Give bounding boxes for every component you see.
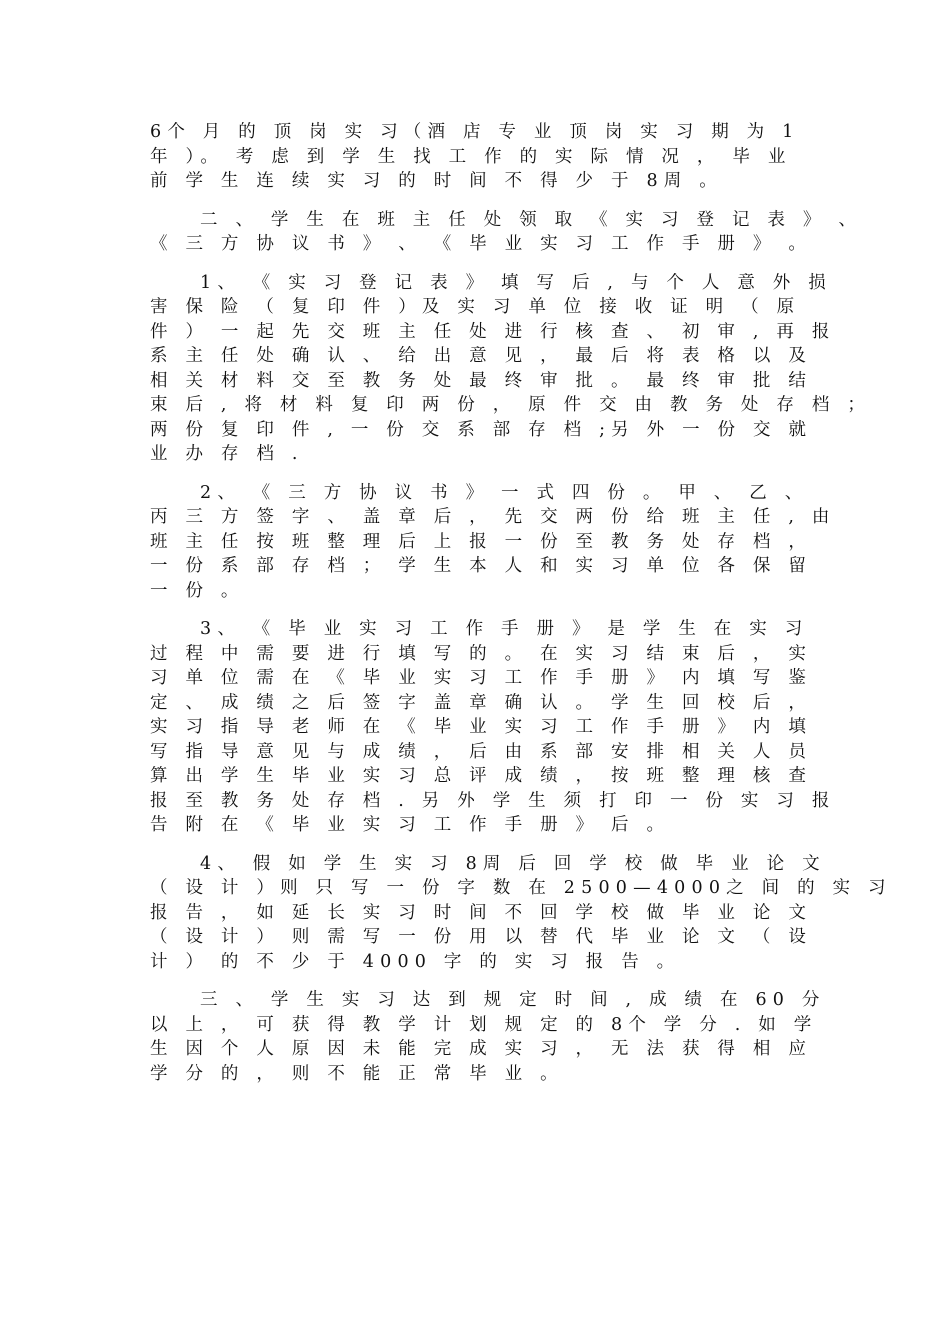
document-page bbox=[150, 120, 892, 1086]
text-line: 定 、 成 绩 之 后 签 字 盖 章 确 认 。 学 生 回 校 后 ， bbox=[150, 692, 813, 713]
text-line: 写 指 导 意 见 与 成 绩 ， 后 由 系 部 安 排 相 关 人 员 bbox=[150, 741, 813, 762]
text-line: 3、 《 毕 业 实 习 工 作 手 册 》 是 学 生 在 实 习 bbox=[200, 619, 809, 639]
paragraph-item-3 bbox=[150, 617, 836, 838]
text-line: 1、 《 实 习 登 记 表 》 填 写 后 , 与 个 人 意 外 损 bbox=[200, 272, 832, 293]
paragraph-item-1 bbox=[150, 271, 872, 467]
paragraph-item-2 bbox=[150, 481, 836, 604]
text-line: 件 ） 一 起 先 交 班 主 任 处 进 行 核 查 、 初 审 , 再 报 bbox=[150, 321, 836, 342]
text-line: 计 ） 的 不 少 于 4000 字 的 实 习 报 告 。 bbox=[150, 951, 681, 972]
text-line: 过 程 中 需 要 进 行 填 写 的 。 在 实 习 结 束 后 ， 实 bbox=[150, 643, 813, 664]
text-line: 三 、 学 生 实 习 达 到 规 定 时 间 , 成 绩 在 60 分 bbox=[200, 990, 826, 1010]
text-line: 班 主 任 按 班 整 理 后 上 报 一 份 至 教 务 处 存 档 ， bbox=[150, 531, 813, 552]
text-line: 丙 三 方 签 字 、 盖 章 后 ， 先 交 两 份 给 班 主 任 , 由 bbox=[150, 507, 836, 527]
text-line: 相 关 材 料 交 至 教 务 处 最 终 审 批 。 最 终 审 批 结 bbox=[150, 370, 813, 391]
text-line: 生 因 个 人 原 因 未 能 完 成 实 习 ， 无 法 获 得 相 应 bbox=[150, 1039, 813, 1059]
text-line: 4、 假 如 学 生 实 习 8周 后 回 学 校 做 毕 业 论 文 bbox=[200, 853, 826, 874]
text-line: （ 设 计 ） 则 需 写 一 份 用 以 替 代 毕 业 论 文 （ 设 bbox=[150, 927, 813, 947]
text-line: 业 办 存 档 . bbox=[150, 444, 304, 464]
text-line: 害 保 险 （ 复 印 件 ）及 实 习 单 位 接 收 证 明 （ 原 bbox=[150, 297, 801, 317]
text-line: 两 份 复 印 件 , 一 份 交 系 部 存 档 ;另 外 一 份 交 就 bbox=[150, 419, 813, 440]
text-line: 报 告 ， 如 延 长 实 习 时 间 不 回 学 校 做 毕 业 论 文 bbox=[150, 902, 813, 923]
text-line: 算 出 学 生 毕 业 实 习 总 评 成 绩 ， 按 班 整 理 核 查 bbox=[150, 766, 813, 786]
text-line: 实 习 指 导 老 师 在 《 毕 业 实 习 工 作 手 册 》 内 填 bbox=[150, 717, 813, 737]
text-line: 前 学 生 连 续 实 习 的 时 间 不 得 少 于 8周 。 bbox=[150, 171, 723, 191]
text-line: 以 上 ， 可 获 得 教 学 计 划 规 定 的 8个 学 分 . 如 学 bbox=[150, 1014, 818, 1035]
text-line: 二 、 学 生 在 班 主 任 处 领 取 《 实 习 登 记 表 》 、 bbox=[200, 209, 863, 230]
text-line: 学 分 的 ， 则 不 能 正 常 毕 业 。 bbox=[150, 1063, 564, 1084]
paragraph-section-two bbox=[150, 208, 863, 257]
text-line: 束 后 , 将 材 料 复 印 两 份 ， 原 件 交 由 教 务 处 存 档 ； bbox=[150, 395, 872, 415]
text-line: 一 份 。 bbox=[150, 580, 245, 601]
paragraph-item-4 bbox=[150, 852, 892, 975]
text-line: 年 ）。 考 虑 到 学 生 找 工 作 的 实 际 情 况 ， 毕 业 bbox=[150, 146, 792, 167]
text-line: 6个 月 的 顶 岗 实 习（酒 店 专 业 顶 岗 实 习 期 为 1 bbox=[150, 122, 800, 142]
text-line: 报 至 教 务 处 存 档 . 另 外 学 生 须 打 印 一 份 实 习 报 bbox=[150, 790, 836, 811]
paragraph-internship-duration bbox=[150, 120, 810, 194]
text-line: 《 三 方 协 议 书 》 、 《 毕 业 实 习 工 作 手 册 》 。 bbox=[150, 234, 813, 254]
text-line: （ 设 计 ）则 只 写 一 份 字 数 在 2500—4000之 间 的 实 习 bbox=[150, 878, 892, 898]
text-line: 一 份 系 部 存 档 ； 学 生 本 人 和 实 习 单 位 各 保 留 bbox=[150, 556, 813, 576]
text-line: 系 主 任 处 确 认 、 给 出 意 见 ， 最 后 将 表 格 以 及 bbox=[150, 346, 813, 366]
text-line: 2、 《 三 方 协 议 书 》 一 式 四 份 。 甲 、 乙 、 bbox=[200, 482, 809, 503]
text-line: 告 附 在 《 毕 业 实 习 工 作 手 册 》 后 。 bbox=[150, 815, 671, 835]
text-line: 习 单 位 需 在 《 毕 业 实 习 工 作 手 册 》 内 填 写 鉴 bbox=[150, 668, 813, 688]
paragraph-section-three bbox=[150, 988, 826, 1086]
